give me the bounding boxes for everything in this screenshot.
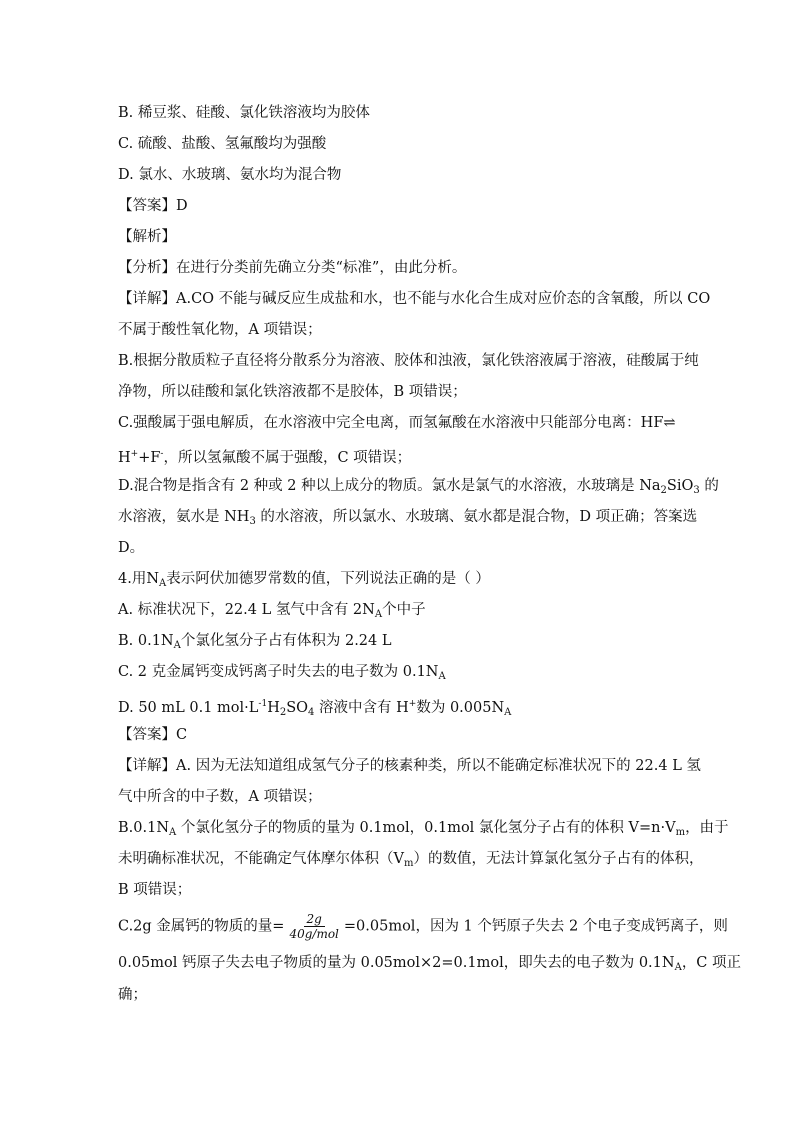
q4-detail-a-line1: 【详解】A. 因为无法知道组成氢气分子的核素种类，所以不能确定标准状况下的 22.4 L 氢 [118,758,701,774]
q4-stem: 4.用$N_A$表示阿伏加德罗常数的值，下列说法正确的是（ ） [118,571,490,589]
q3-detail-b-line2: 净物，所以硅酸和氯化铁溶液都不是胶体，B 项错误； [118,384,467,400]
q3-detail-c-line1: C.强酸属于强电解质，在水溶液中完全电离，而氢氟酸在水溶液中只能部分电离：HF⇌ [118,415,676,431]
q3-option-c: C. 硫酸、盐酸、氢氟酸均为强酸 [118,136,327,152]
q3-detail-a-line1: 【详解】A.CO 不能与碱反应生成盐和水，也不能与水化合生成对应价态的含氧酸，所以 CO [118,291,711,307]
q4-detail-b-line2: 未明确标准状况，不能确定气体摩尔体积$(V_m)$的数值，无法计算氯化氢分子占有的体积， [118,851,704,869]
fraction [286,912,341,941]
q3-detail-d-line1: D.混合物是指含有 2 种或 2 种以上成分的物质。氯水是氯气的水溶液，水玻璃是 $Na_2SiO_3$ 的 [118,478,719,496]
q3-detail-a-line2: 不属于酸性氧化物，A 项错误； [118,322,322,338]
q3-analysis: 【分析】在进行分类前先确立分类“标准”，由此分析。 [118,260,467,276]
fraction-numerator: 2g [304,912,325,927]
q3-detail-c-line2: H++F-，所以氢氟酸不属于强酸，C 项错误； [118,449,412,466]
q3-answer: 【答案】D [118,198,188,214]
q4-detail-c-line1: C.2g 金属钙的物质的量= $\frac{2g}{\text{40g/mol}}$ =0.05mol，因为 1 个钙原子失去 2 个电子变成钙离子，则 [118,912,728,941]
q3-detail-d-line2: 水溶液，氨水是 $NH_3$ 的水溶液，所以氯水、水玻璃、氨水都是混合物，D 项正确；答案选 [118,509,698,527]
q4-option-d: D. 50 mL 0.1 $mol\cdot L^{-1}H_2SO_4$ 溶液中含有 H+数为 $0.005N_A$ [118,699,512,718]
q3-detail-d-line3: D。 [118,540,145,556]
q3-option-b: B. 稀豆浆、硅酸、氯化铁溶液均为胶体 [118,105,370,121]
q4-option-a: A. 标准状况下，22.4 L 氢气中含有 $2N_A$个中子 [118,602,426,620]
q4-answer: 【答案】C [118,727,188,743]
q4-option-c: C. 2 克金属钙变成钙离子时失去的电子数为 $0.1N_A$ [118,664,446,682]
q4-detail-c-line3: 确； [118,987,147,1003]
q4-detail-b-line3: B 项错误； [118,882,192,898]
q4-option-b: B. $0.1N_A$个氯化氢分子占有体积为 2.24 L [118,633,392,651]
q4-detail-c-line2: 0.05mol 钙原子失去电子物质的量为 0.05mol×2=0.1mol，即失去的电子数为 $0.1N_A$，C 项正 [118,955,742,973]
q3-option-d: D. 氯水、水玻璃、氨水均为混合物 [118,167,342,183]
q3-detail-b-line1: B.根据分散质粒子直径将分散系分为溶液、胶体和浊液，氯化铁溶液属于溶液，硅酸属于纯 [118,353,699,369]
q3-analysis-heading: 【解析】 [118,229,176,245]
fraction-denominator: 40g/mol [289,927,339,941]
q4-detail-b-line1: $B.0.1N_A$ 个氯化氢分子的物质的量为 0.1mol，0.1mol 氯化氢分子占有的体积 $V=n\cdot V_m$，由于 [118,820,729,838]
q4-detail-a-line2: 气中所含的中子数，A 项错误； [118,789,322,805]
